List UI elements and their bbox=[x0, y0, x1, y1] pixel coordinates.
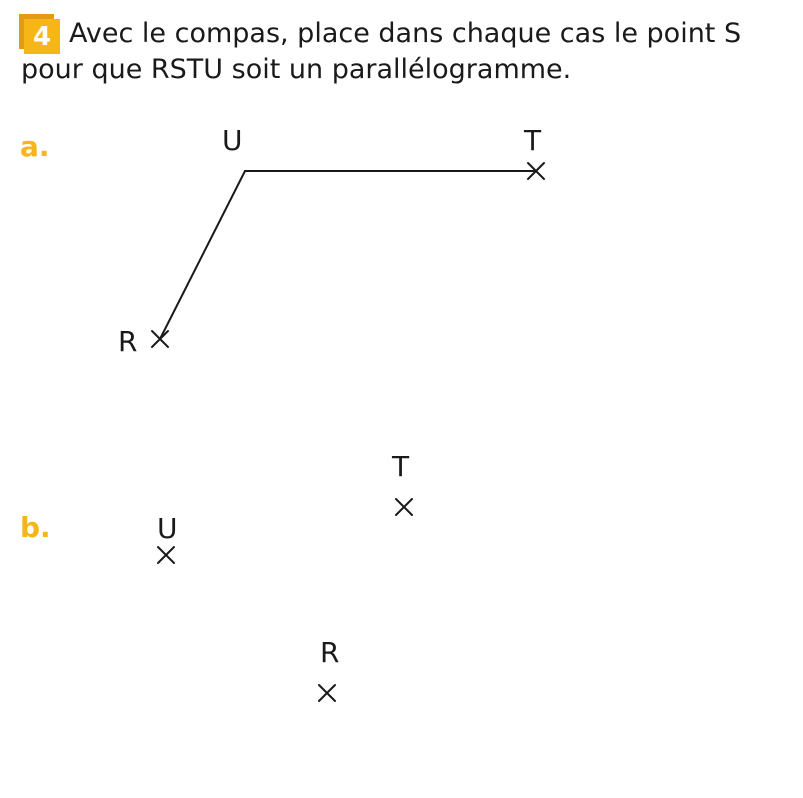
part-a-point-u-label: U bbox=[222, 124, 243, 157]
cross-mark-icon bbox=[396, 499, 412, 515]
part-a-point-r-label: R bbox=[118, 325, 138, 358]
instruction-line-2: pour que RSTU soit un parallélogramme. bbox=[21, 54, 572, 85]
segment-ur bbox=[160, 171, 245, 339]
part-b-label: b. bbox=[20, 511, 51, 544]
part-b-point-u-label: U bbox=[157, 512, 178, 545]
part-a-label: a. bbox=[20, 130, 50, 163]
part-b-point-t-label: T bbox=[392, 450, 410, 483]
cross-mark-icon bbox=[158, 547, 174, 563]
exercise-number: 4 bbox=[24, 19, 60, 54]
cross-mark-icon bbox=[319, 685, 335, 701]
cross-mark-icon bbox=[152, 331, 168, 347]
part-b-point-r-label: R bbox=[320, 636, 340, 669]
instruction-line-1: Avec le compas, place dans chaque cas le point S bbox=[69, 18, 742, 49]
part-a-point-t-label: T bbox=[524, 124, 542, 157]
